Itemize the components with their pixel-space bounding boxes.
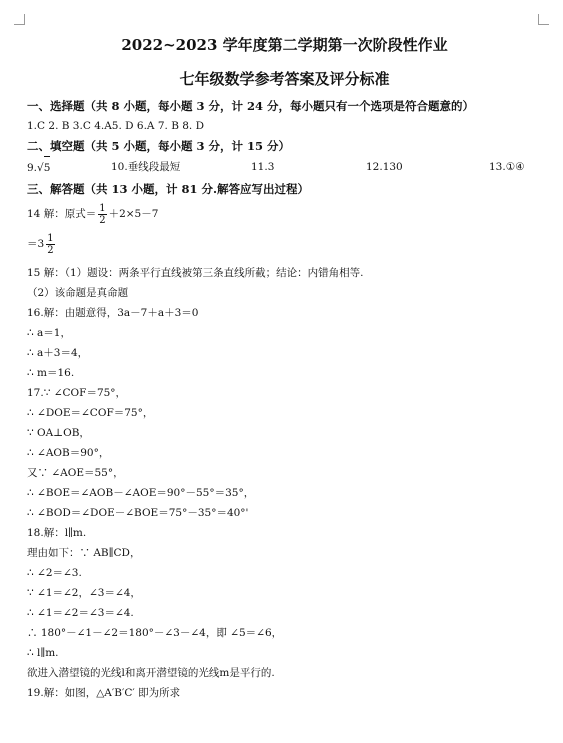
section-heading-fill: 二、填空题（共 5 小题，每小题 3 分，计 15 分） (27, 139, 291, 153)
q19-line-1: 19.解：如图，△A′B′C′ 即为所求 (27, 687, 181, 699)
q18-line-8: 欲进入潜望镜的光线l和离开潜望镜的光线m是平行的. (27, 667, 275, 679)
answer-q10: 10.垂线段最短 (111, 161, 181, 173)
q14-prefix: 14 解：原式＝ (27, 208, 97, 220)
q17-line-7: ∴ ∠BOD＝∠DOE－∠BOE＝75°－35°＝40°' (27, 507, 249, 519)
q17-line-1: 17.∵ ∠COF＝75°， (27, 387, 127, 399)
q16-line-2: ∴ a＝1， (27, 327, 71, 339)
q14-result-num: 1 (47, 232, 54, 244)
page-corner-mark-left (14, 14, 25, 25)
section-heading-choice: 一、选择题（共 8 小题，每小题 3 分，计 24 分，每小题只有一个选项是符合题意的） (27, 99, 475, 113)
q18-line-5: ∴ ∠1＝∠2＝∠3＝∠4. (27, 607, 134, 619)
answer-q9-prefix: 9. (27, 162, 38, 174)
q14-result-fraction (46, 233, 54, 256)
q14-result-den: 2 (47, 244, 54, 256)
document-subtitle: 七年级数学参考答案及评分标准 (179, 70, 390, 88)
q14-fraction (98, 203, 106, 226)
q18-line-6: ∴ 180°－∠1－∠2＝180°－∠3－∠4，即 ∠5＝∠6， (27, 627, 283, 639)
q14-result-prefix: ＝3 (27, 238, 45, 250)
answer-q9 (27, 156, 111, 179)
q14-frac-num: 1 (99, 202, 106, 214)
q14-frac-den: 2 (99, 214, 106, 226)
answer-q9-radicand: 5 (44, 156, 51, 179)
q17-line-4: ∴ ∠AOB＝90°， (27, 447, 110, 459)
q14-rest: ＋2×5－7 (108, 208, 159, 220)
section-heading-solve: 三、解答题（共 13 小题，计 81 分.解答应写出过程） (27, 182, 310, 196)
q18-line-7: ∴ l∥m. (27, 647, 59, 659)
q16-line-1: 16.解：由题意得，3a－7＋a＋3＝0 (27, 307, 199, 319)
document-page (27, 34, 542, 703)
choice-answers: 1.C 2. B 3.C 4.A5. D 6.A 7. B 8. D (27, 120, 205, 132)
q17-line-5: 又∵ ∠AOE＝55°， (27, 467, 124, 479)
page-corner-mark-right (538, 14, 549, 25)
answer-q11: 11.3 (251, 161, 275, 173)
q18-line-1: 18.解：l∥m. (27, 527, 87, 539)
answer-q12: 12.130 (366, 161, 403, 173)
sqrt-symbol: √ (37, 162, 44, 174)
q17-line-6: ∴ ∠BOE＝∠AOB－∠AOE＝90°－55°＝35°， (27, 487, 255, 499)
answer-q13: 13.①④ (489, 161, 525, 173)
q14-line-1 (27, 199, 542, 229)
document-title: 2022~2023 学年度第二学期第一次阶段性作业 (121, 36, 448, 54)
q17-line-3: ∵ OA⊥OB， (27, 427, 90, 439)
q14-line-2 (27, 229, 542, 259)
q16-line-4: ∴ m＝16. (27, 367, 75, 379)
q18-line-2: 理由如下：∵ AB∥CD， (27, 547, 141, 559)
q18-line-3: ∴ ∠2＝∠3. (27, 567, 82, 579)
q15-line-1: 15 解：（1）题设：两条平行直线被第三条直线所截；结论：内错角相等. (27, 267, 364, 279)
q16-line-3: ∴ a＋3＝4， (27, 347, 89, 359)
q18-line-4: ∵ ∠1＝∠2，∠3＝∠4， (27, 587, 141, 599)
q15-line-2: （2）该命题是真命题 (27, 287, 129, 299)
fill-answers-row (27, 156, 542, 179)
q17-line-2: ∴ ∠DOE＝∠COF＝75°， (27, 407, 154, 419)
